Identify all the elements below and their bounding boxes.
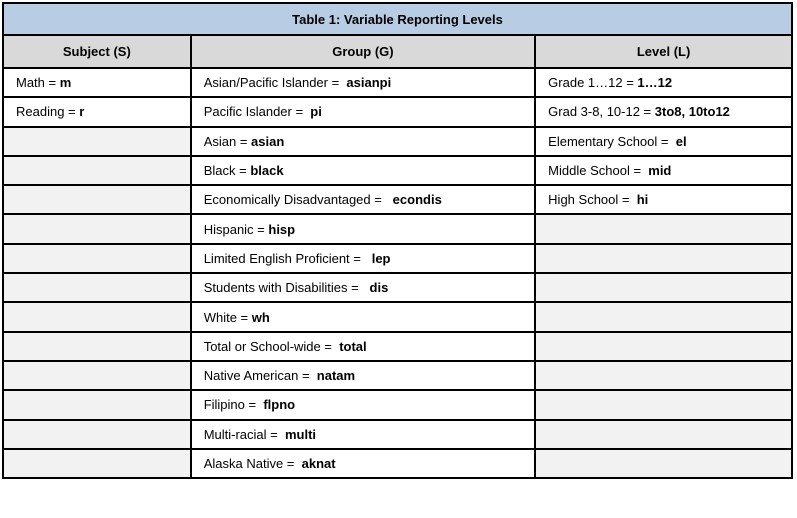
table-body xyxy=(3,68,792,478)
level-cell xyxy=(535,127,792,156)
group-label: Black = xyxy=(203,163,251,179)
table-row xyxy=(3,302,792,331)
subject-cell xyxy=(3,302,191,331)
group-code: asian xyxy=(251,133,285,149)
subject-cell xyxy=(3,420,191,449)
subject-cell xyxy=(3,127,191,156)
level-cell xyxy=(535,97,792,126)
level-cell xyxy=(535,273,792,302)
group-cell xyxy=(191,97,535,126)
group-cell xyxy=(191,420,535,449)
subject-code: r xyxy=(79,104,85,120)
group-code: econdis xyxy=(392,192,442,208)
level-cell xyxy=(535,156,792,185)
variable-reporting-levels-table xyxy=(2,2,793,479)
level-label: Grade 1…12 = xyxy=(548,75,638,91)
group-cell xyxy=(191,302,535,331)
table-row xyxy=(3,273,792,302)
group-cell xyxy=(191,273,535,302)
subject-cell xyxy=(3,361,191,390)
group-label: Hispanic = xyxy=(203,221,269,237)
table-row xyxy=(3,214,792,243)
group-cell xyxy=(191,332,535,361)
subject-cell xyxy=(3,97,191,126)
level-cell xyxy=(535,449,792,478)
subject-label: Reading = xyxy=(16,104,80,120)
subject-cell xyxy=(3,273,191,302)
table-row xyxy=(3,420,792,449)
level-cell xyxy=(535,185,792,214)
subject-cell xyxy=(3,156,191,185)
table-row xyxy=(3,97,792,126)
group-cell xyxy=(191,390,535,419)
group-code: wh xyxy=(251,309,270,325)
group-label: Total or School-wide = xyxy=(203,338,340,354)
group-label: Students with Disabilities = xyxy=(203,280,370,296)
level-cell xyxy=(535,361,792,390)
level-code: mid xyxy=(648,163,672,179)
group-cell xyxy=(191,449,535,478)
group-label: Filipino = xyxy=(203,397,264,413)
level-cell xyxy=(535,332,792,361)
table-row xyxy=(3,390,792,419)
level-cell xyxy=(535,302,792,331)
group-label: Limited English Proficient = xyxy=(203,250,372,266)
subject-cell xyxy=(3,449,191,478)
group-label: Asian/Pacific Islander = xyxy=(203,75,347,91)
table-row xyxy=(3,449,792,478)
group-code: lep xyxy=(371,250,391,266)
group-label: Pacific Islander = xyxy=(203,104,311,120)
group-code: aknat xyxy=(301,456,336,471)
group-label: Economically Disadvantaged = xyxy=(203,192,393,208)
group-code: flpno xyxy=(263,397,296,413)
group-cell xyxy=(191,361,535,390)
group-cell xyxy=(191,244,535,273)
subject-cell xyxy=(3,214,191,243)
subject-cell xyxy=(3,332,191,361)
group-cell xyxy=(191,185,535,214)
group-label: Alaska Native = xyxy=(203,456,302,471)
level-cell xyxy=(535,244,792,273)
subject-label: Math = xyxy=(16,75,60,91)
level-label: Grad 3-8, 10-12 = xyxy=(548,104,655,120)
group-cell xyxy=(191,214,535,243)
header-level: Level (L) xyxy=(535,35,792,68)
group-code: asianpi xyxy=(346,75,392,91)
group-label: Multi-racial = xyxy=(203,426,285,442)
level-code: hi xyxy=(636,192,649,208)
group-label: White = xyxy=(203,309,252,325)
table-row xyxy=(3,332,792,361)
level-cell xyxy=(535,420,792,449)
level-label: High School = xyxy=(548,192,637,208)
level-cell xyxy=(535,390,792,419)
subject-code: m xyxy=(59,75,72,91)
table-title-row xyxy=(3,3,792,35)
header-group: Group (G) xyxy=(191,35,535,68)
subject-cell xyxy=(3,185,191,214)
table-row xyxy=(3,244,792,273)
group-code: multi xyxy=(284,426,317,442)
group-code: pi xyxy=(310,104,322,120)
table-row xyxy=(3,361,792,390)
subject-cell xyxy=(3,390,191,419)
group-code: natam xyxy=(316,368,356,384)
header-subject: Subject (S) xyxy=(3,35,191,68)
group-label: Asian = xyxy=(203,133,252,149)
subject-cell xyxy=(3,244,191,273)
table-title: Table 1: Variable Reporting Levels xyxy=(3,3,792,35)
level-code: 3to8, 10to12 xyxy=(654,104,730,120)
level-label: Middle School = xyxy=(548,163,649,179)
group-code: hisp xyxy=(268,221,296,237)
table-row xyxy=(3,127,792,156)
group-code: dis xyxy=(369,280,389,296)
level-code: el xyxy=(675,133,687,149)
subject-cell xyxy=(3,68,191,97)
table-row xyxy=(3,156,792,185)
group-cell xyxy=(191,68,535,97)
level-code: 1…12 xyxy=(637,75,673,91)
group-label: Native American = xyxy=(203,368,317,384)
level-cell xyxy=(535,214,792,243)
level-label: Elementary School = xyxy=(548,133,676,149)
table-row xyxy=(3,185,792,214)
table-header-row xyxy=(3,35,792,68)
group-cell xyxy=(191,156,535,185)
group-code: total xyxy=(339,338,367,354)
group-code: black xyxy=(250,163,284,179)
table-row xyxy=(3,68,792,97)
group-cell xyxy=(191,127,535,156)
level-cell xyxy=(535,68,792,97)
